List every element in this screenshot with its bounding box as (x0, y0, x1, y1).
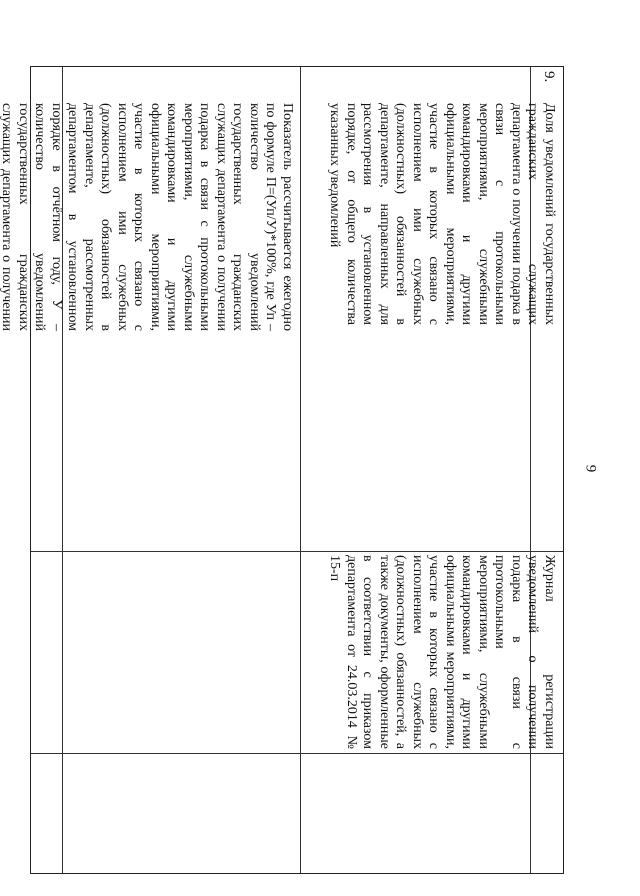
column-divider (31, 551, 563, 552)
column-divider (31, 753, 563, 754)
data-source: Журнал регистрации уведомлений о получении подарка в связи с протокольными мероприятиями, служебными командировками и другими официальными мероприятиями, участие в которых связано с исполнением служебных (должностных) обязанностей, а также документы, оформленные в соответствии с приказом департамента от 24.03.2014 № 15-п (327, 555, 557, 749)
row-number: 9. (541, 71, 557, 83)
indicator-name: Доля уведомлений государственных гражданских служащих департамента о получении подарка в связи с протокольными мероприятиями, служебными командировками и другими официальными мероприятиями, участие в которых связано с исполнением ими служебных (должностных) обязанностей в департаменте, направленных для рассмотрения в установленном порядке, от общего количества указанных уведомлений (327, 103, 557, 325)
calculation-formula: Показатель рассчитывается ежегодно по формуле П=(Уп/У)*100%, где Уп – количество уведомлений государственных гражданских служащих департамента о получении подарка в связи с протокольными мероприятиями, служебными командировками и другими официальными мероприятиями, участие в которых связано с исполнением ими служебных (должностных) обязанностей в департаменте, рассмотренных департаментом в установленном порядке в отчётном году, У – количество уведомлений государственных гражданских служащих департамента о получении (0, 103, 295, 331)
rotated-table-page (0, 66, 564, 874)
page-number: 9 (582, 464, 599, 473)
indicator-table (0, 66, 564, 874)
